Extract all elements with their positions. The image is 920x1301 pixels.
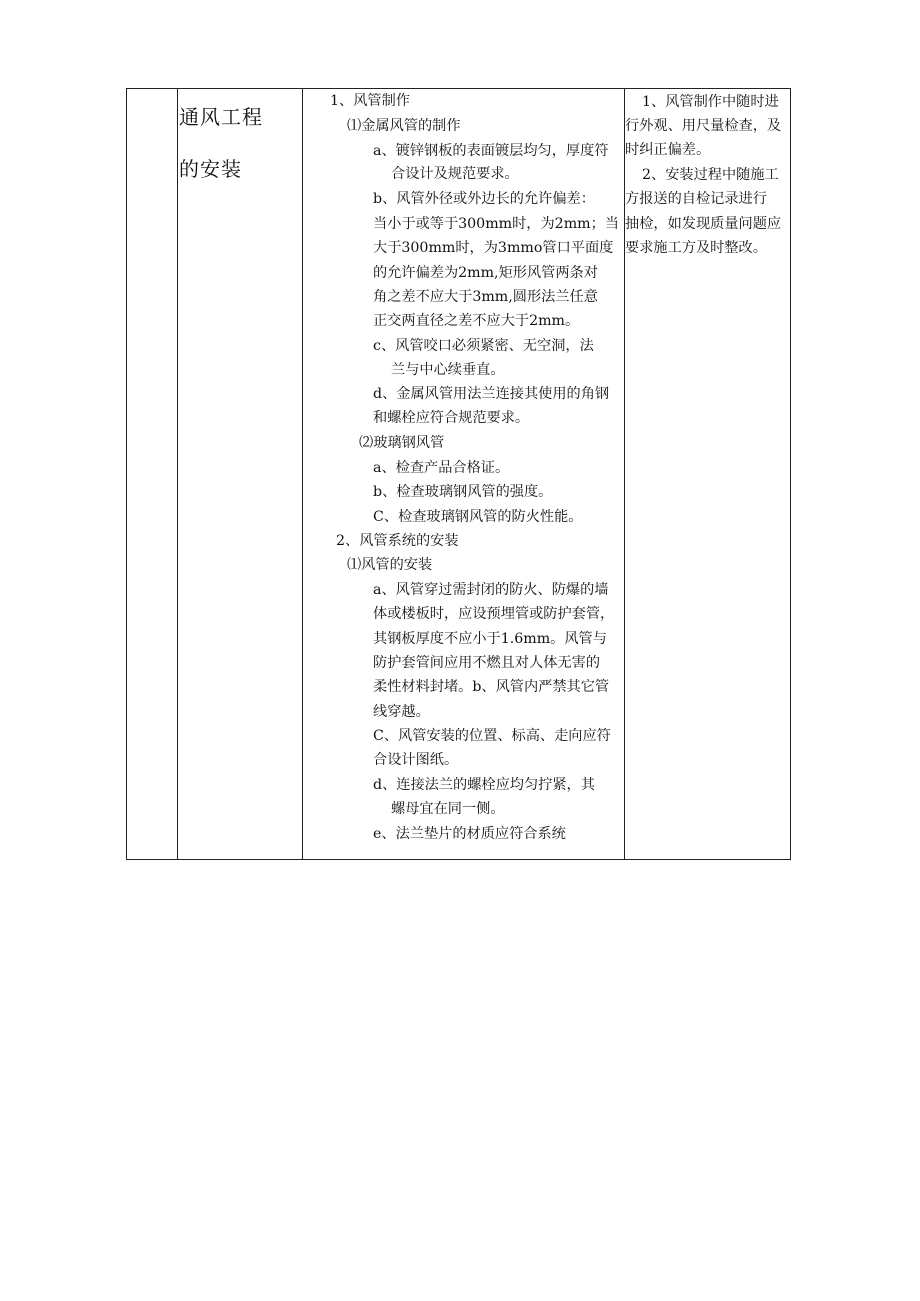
content-line: 体或楼板时，应设预埋管或防护套管， [373,606,615,622]
content-line: 角之差不应大于3mm,圆形法兰任意 [373,289,598,305]
content-line: 当小于或等于300mm时，为2mm；当 [373,216,619,232]
content-line: ⑴风管的安装 [347,557,433,573]
section-title-line: 的安装 [179,157,242,181]
check-line: 方报送的自检记录进行 [625,191,767,207]
content-line: 螺母宜在同一侧。 [391,801,505,817]
content-line: ⑴金属风管的制作 [347,118,461,134]
content-line: a、检查产品合格证。 [373,460,510,476]
content-line: b、风管外径或外边长的允许偏差： [373,191,595,207]
content-line: 正交两直径之差不应大于2mm。 [373,313,580,329]
check-line: 1、风管制作中随时进 [642,94,779,110]
index-cell [127,89,177,859]
content-line: 防护套管间应用不燃且对人体无害的 [373,655,601,671]
check-line: 要求施工方及时整改。 [625,240,767,256]
check-line: 2、安装过程中随施工 [642,167,779,183]
content-line: 其钢板厚度不应小于1.6mm。风管与 [373,631,607,647]
content-line: C、检查玻璃钢风管的防火性能。 [373,509,583,525]
inspection-method-cell [625,89,791,859]
check-line: 行外观、用尺量检查，及 [625,118,782,134]
content-line: c、风管咬口必须紧密、无空洞，法 [373,338,594,354]
content-line: d、金属风管用法兰连接其使用的角钢 [373,386,610,402]
content-line: 兰与中心续垂直。 [391,362,505,378]
content-line: e、法兰垫片的材质应符合系统 [373,826,566,842]
requirements-cell [303,89,625,859]
content-line: 线穿越。 [373,704,430,720]
content-line: C、风管安装的位置、标高、走向应符 [373,728,611,744]
content-line: 柔性材料封堵。b、风管内严禁其它管 [373,679,610,695]
section-title-cell [178,89,303,859]
content-line: 2、风管系统的安装 [336,533,459,549]
content-line: 大于300mm时，为3mmo管口平面度 [373,240,614,256]
content-line: a、风管穿过需封闭的防火、防爆的墙 [373,582,609,598]
content-line: 的允许偏差为2mm,矩形风管两条对 [373,265,598,281]
check-line: 抽检，如发现质量问题应 [625,216,782,232]
content-line: 1、风管制作 [330,93,410,109]
content-line: 和螺栓应符合规范要求。 [373,410,530,426]
content-line: 合设计及规范要求。 [391,166,519,182]
check-line: 时纠正偏差。 [625,142,711,158]
content-line: b、检查玻璃钢风管的强度。 [373,484,553,500]
content-line: d、连接法兰的螺栓应均匀拧紧，其 [373,777,595,793]
content-line: ⑵玻璃钢风管 [359,435,445,451]
content-line: 合设计图纸。 [373,752,459,768]
section-title-line: 通风工程 [179,105,263,129]
content-line: a、镀锌钢板的表面镀层均匀，厚度符 [373,143,609,159]
inspection-table [126,88,791,860]
